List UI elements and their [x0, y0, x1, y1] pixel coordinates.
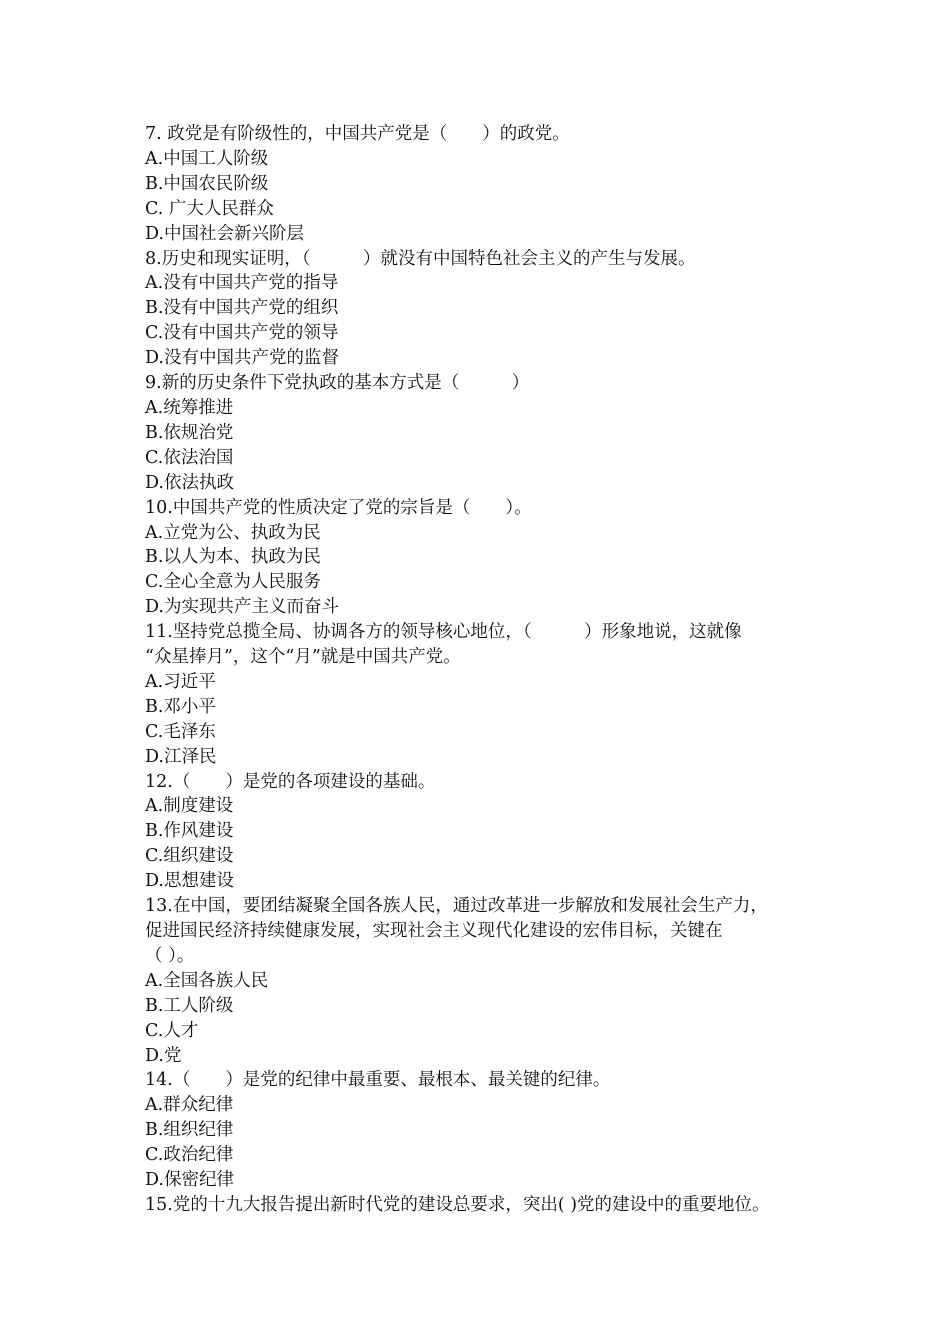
option-c: C. 广大人民群众 [145, 198, 274, 219]
document-page [145, 122, 825, 1218]
option-c: C.依法治国 [145, 447, 234, 468]
option-d: D.党 [145, 1045, 182, 1066]
question-7 [145, 122, 825, 247]
option-b: B.没有中国共产党的组织 [145, 298, 339, 319]
option-c: C.没有中国共产党的领导 [145, 323, 339, 344]
option-d: D.依法执政 [145, 472, 234, 493]
option-a: A.立党为公、执政为民 [145, 522, 321, 543]
question-stem: 11.坚持党总揽全局、协调各方的领导核心地位，（ ）形象地说，这就像 [145, 622, 742, 643]
question-stem: 14.（ ）是党的纪律中最重要、最根本、最关键的纪律。 [145, 1070, 611, 1091]
question-8 [145, 247, 825, 372]
option-b: B.以人为本、执政为民 [145, 547, 321, 568]
option-a: A.群众纪律 [145, 1095, 234, 1116]
option-b: B.邓小平 [145, 696, 216, 717]
question-11 [145, 620, 825, 769]
question-stem-cont: “众星捧月”，这个“月”就是中国共产党。 [145, 647, 461, 668]
question-stem: 15.党的十九大报告提出新时代党的建设总要求，突出( )党的建设中的重要地位。 [145, 1194, 770, 1215]
question-10 [145, 496, 825, 621]
question-stem: 10.中国共产党的性质决定了党的宗旨是（ ）。 [145, 497, 532, 518]
question-stem: 13.在中国，要团结凝聚全国各族人民，通过改革进一步解放和发展社会生产力， [145, 896, 768, 917]
option-b: B.依规治党 [145, 422, 234, 443]
option-a: A.统筹推进 [145, 397, 234, 418]
option-c: C.组织建设 [145, 846, 234, 867]
option-d: D.为实现共产主义而奋斗 [145, 597, 339, 618]
question-stem: 12.（ ）是党的各项建设的基础。 [145, 771, 436, 792]
question-stem-cont: （ ）。 [145, 945, 195, 966]
option-d: D.思想建设 [145, 871, 234, 892]
option-c: C.毛泽东 [145, 721, 216, 742]
option-b: B.工人阶级 [145, 995, 234, 1016]
option-d: D.中国社会新兴阶层 [145, 223, 304, 244]
option-b: B.中国农民阶级 [145, 173, 269, 194]
question-stem: 8.历史和现实证明，（ ）就没有中国特色社会主义的产生与发展。 [145, 248, 696, 269]
question-15 [145, 1193, 825, 1218]
option-a: A.制度建设 [145, 796, 234, 817]
option-b: B.作风建设 [145, 821, 234, 842]
option-a: A.没有中国共产党的指导 [145, 273, 339, 294]
option-d: D.江泽民 [145, 746, 217, 767]
question-13 [145, 894, 825, 1068]
question-12 [145, 770, 825, 895]
option-b: B.组织纪律 [145, 1120, 234, 1141]
question-stem: 7. 政党是有阶级性的，中国共产党是（ ）的政党。 [145, 124, 570, 144]
question-stem: 9.新的历史条件下党执政的基本方式是（ ） [145, 373, 530, 394]
question-9 [145, 371, 825, 496]
option-a: A.中国工人阶级 [145, 148, 269, 169]
option-c: C.人才 [145, 1020, 199, 1041]
option-c: C.政治纪律 [145, 1145, 234, 1166]
question-stem-cont: 促进国民经济持续健康发展，实现社会主义现代化建设的宏伟目标，关键在 [145, 921, 723, 941]
option-a: A.习近平 [145, 671, 216, 692]
option-a: A.全国各族人民 [145, 970, 269, 991]
option-c: C.全心全意为人民服务 [145, 572, 321, 593]
option-d: D.保密纪律 [145, 1170, 234, 1191]
question-14 [145, 1068, 825, 1193]
option-d: D.没有中国共产党的监督 [145, 348, 339, 369]
